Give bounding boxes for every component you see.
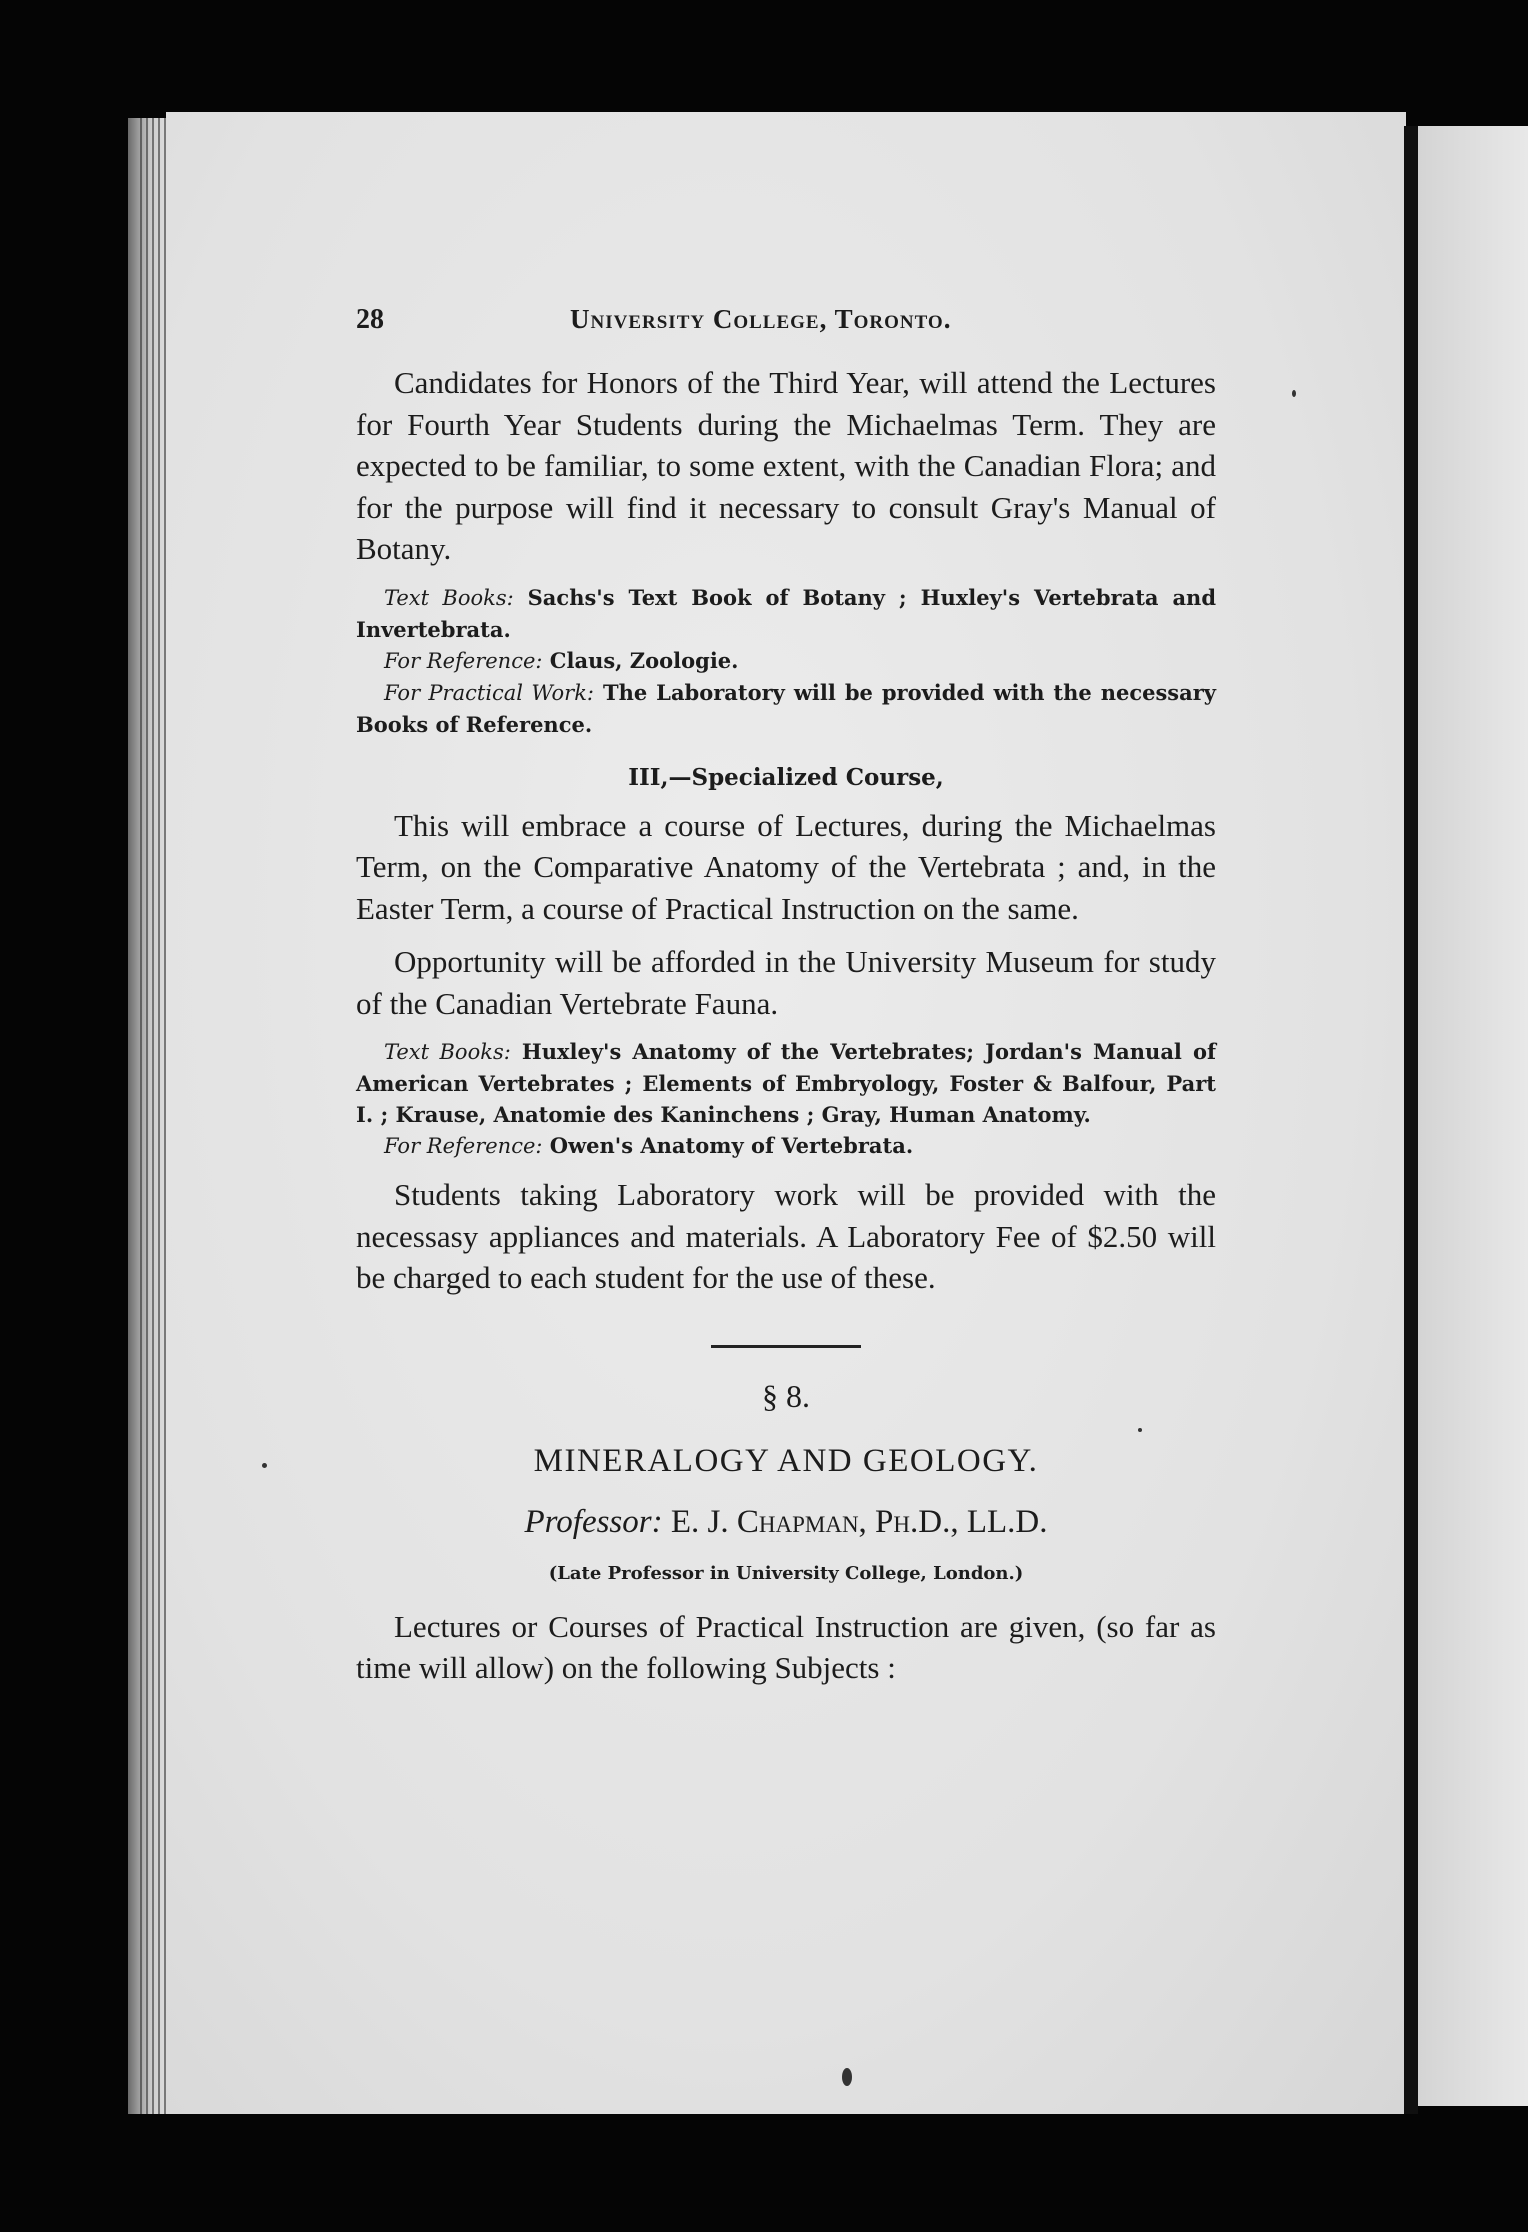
- running-title: University College, Toronto.: [570, 304, 952, 334]
- gutter-shadow: [1404, 126, 1418, 2114]
- running-head: [356, 300, 1216, 348]
- specialized-text-books: [356, 1036, 1216, 1130]
- facing-page-edge: [1418, 126, 1528, 2106]
- professor-name: E. J. Chapman, Ph.D., LL.D.: [670, 1503, 1048, 1540]
- text-books-label: Text Books:: [384, 1040, 511, 1064]
- specialized-paragraph-1: This will embrace a course of Lectures, during the Michaelmas Term, on the Comparative Anatomy of the Vertebrata ; and, in the Easter Term, a course of Practical Instruction on the same.: [356, 807, 1216, 926]
- honors-paragraph: Candidates for Honors of the Third Year, will attend the Lectures for Fourth Year Students during the Michaelmas Term. They are expected to be familiar, to some extent, with the Canadian Flora; and for the purpose will find it necessary to consult Gray's Manual of Botany.: [356, 365, 1216, 566]
- text-books-label: Text Books:: [384, 585, 514, 610]
- paper-speck: [842, 2068, 852, 2086]
- practical-label: For Practical Work:: [384, 680, 594, 705]
- paper-speck: [262, 1463, 267, 1468]
- specialized-paragraph-2: Opportunity will be afforded in the University Museum for study of the Canadian Vertebrate Fauna.: [356, 944, 1216, 1021]
- reference-value: Owen's Anatomy of Vertebrata.: [549, 1133, 914, 1158]
- honors-practical: [356, 677, 1216, 740]
- honors-reference: [356, 645, 1216, 677]
- text-books-value: Sachs's Text Book of Botany ; Huxley's Vertebrata and Invertebrata.: [356, 584, 1216, 642]
- section-intro: Lectures or Courses of Practical Instruction are given, (so far as time will allow) on the following Subjects :: [356, 1608, 1216, 1685]
- specialized-reference: [356, 1130, 1216, 1162]
- honors-notes: [356, 582, 1216, 740]
- section-title: MINERALOGY AND GEOLOGY.: [533, 1442, 1039, 1479]
- specialized-course-heading: III,—Specialized Course,: [628, 763, 944, 791]
- section-number: § 8.: [762, 1377, 810, 1414]
- page-content: [356, 300, 1216, 1689]
- reference-label: For Reference:: [384, 1134, 543, 1158]
- reference-value: Claus, Zoologie.: [549, 647, 739, 673]
- professor-label: Professor:: [524, 1503, 663, 1540]
- professor-line: [356, 1504, 1216, 1541]
- page-stack-edges: [140, 118, 168, 2114]
- professor-affiliation: (Late Professor in University College, London.): [548, 1562, 1024, 1584]
- reference-label: For Reference:: [384, 648, 543, 673]
- paper-speck: [1292, 390, 1296, 397]
- specialized-notes: [356, 1036, 1216, 1162]
- text-books-value: Huxley's Anatomy of the Vertebrates; Jordan's Manual of American Vertebrates ; Elements of Embryology, Foster & Balfour, Part I. ; Krause, Anatomie des Kaninchens ; Gray, Human Anatomy.: [356, 1039, 1217, 1127]
- laboratory-paragraph: Students taking Laboratory work will be provided with the necessasy appliances and materials. A Laboratory Fee of $2.50 will be charged to each student for the use of these.: [356, 1177, 1216, 1295]
- honors-text-books: [356, 582, 1216, 645]
- section-divider: [711, 1345, 861, 1348]
- page-number: 28: [356, 304, 384, 335]
- practical-value: The Laboratory will be provided with the necessary Books of Reference.: [356, 679, 1217, 737]
